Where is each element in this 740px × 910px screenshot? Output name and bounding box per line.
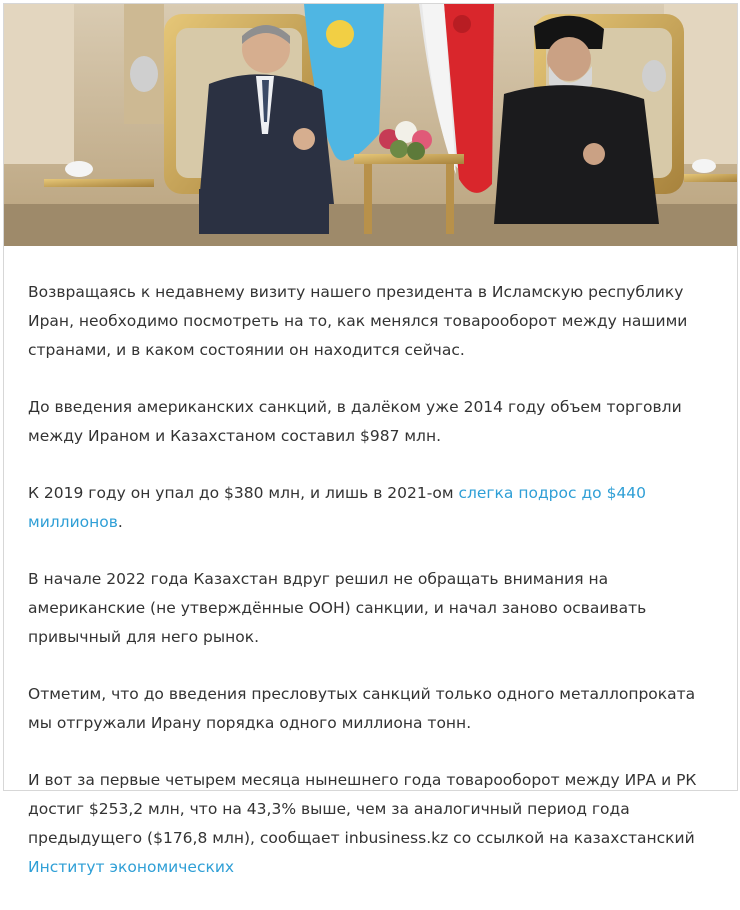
- paragraph-3: [28, 479, 714, 537]
- paragraph-6-text: И вот за первые четырем месяца нынешнего года товарооборот между ИРА и РК достиг $253,2 млн, что на 43,3% выше, чем за аналогичный период года предыдущего ($176,8 млн), сообщает inbusiness.kz со ссылкой на казахстанский: [28, 771, 697, 847]
- paragraph-2: До введения американских санкций, в далёком уже 2014 году объем торговли между Ираном и Казахстаном составил $987 млн.: [28, 398, 682, 445]
- page-frame: [3, 3, 738, 876]
- trade-growth-link[interactable]: слегка подрос до $440 миллионов: [28, 484, 647, 531]
- paragraph-6: [28, 766, 714, 882]
- paragraph-3-end: .: [117, 513, 123, 531]
- paragraph-4: В начале 2022 года Казахстан вдруг решил не обращать внимания на американские (не утверждённые ООН) санкции, и начал заново осваивать привычный для него рынок.: [28, 570, 647, 646]
- paragraph-3-text: К 2019 году он упал до $380 млн, и лишь в 2021-ом: [28, 484, 459, 502]
- paragraph-1: Возвращаясь к недавнему визиту нашего президента в Исламскую республику Иран, необходимо посмотреть на то, как менялся товарооборот между нашими странами, и в каком состоянии он находится сейчас.: [28, 283, 688, 359]
- photo-illustration: [4, 4, 737, 246]
- article-photo: [4, 4, 737, 246]
- article-body: [28, 278, 714, 910]
- institute-link[interactable]: Институт экономических: [28, 858, 235, 876]
- paragraph-5: Отметим, что до введения пресловутых санкций только одного металлопроката мы отгружали Ирану порядка одного миллиона тонн.: [28, 685, 696, 732]
